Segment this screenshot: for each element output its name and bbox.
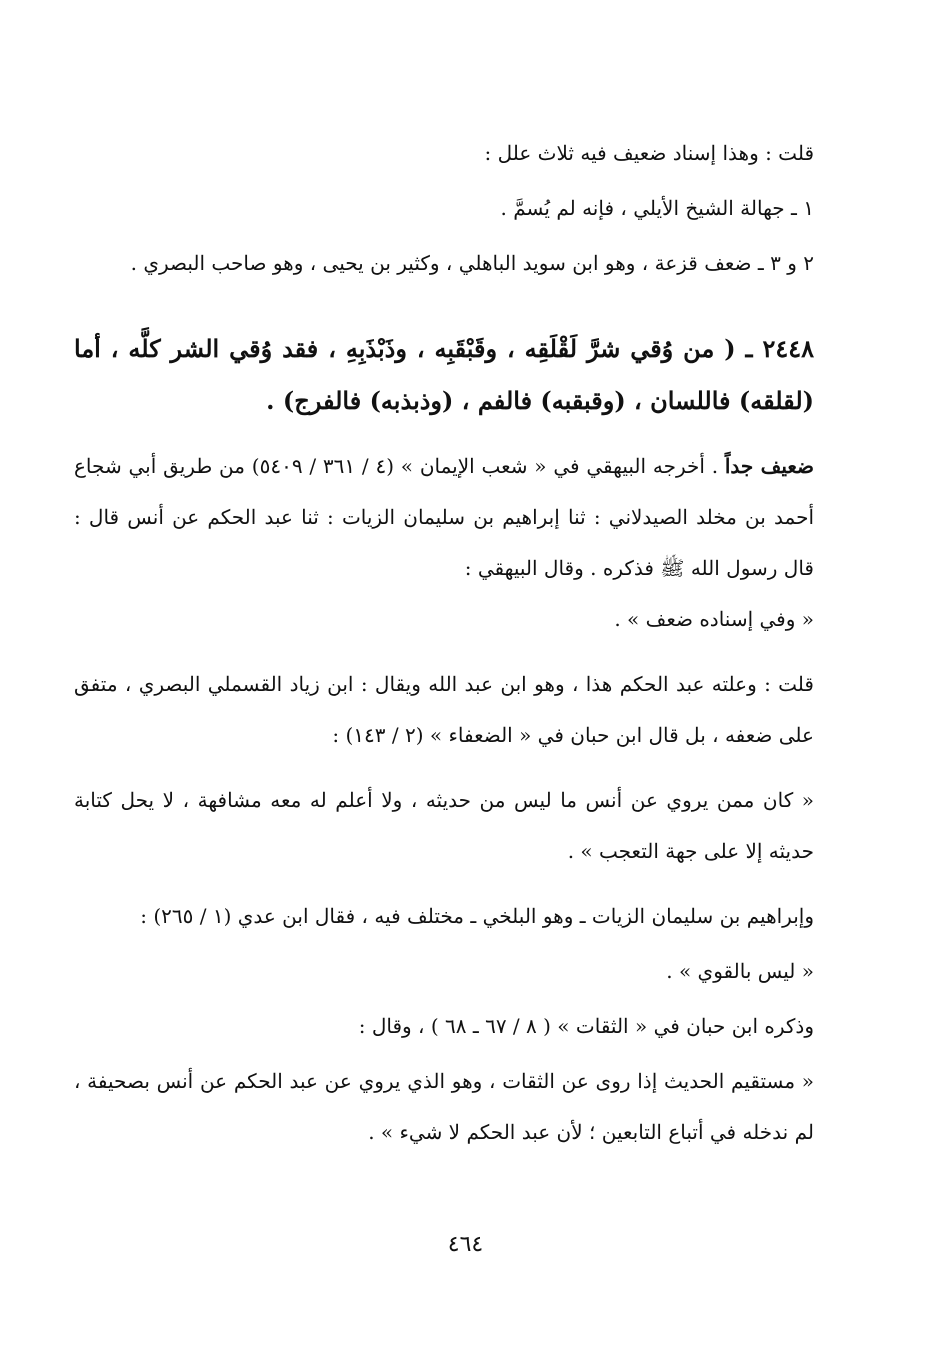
thiqat-quote: « مستقيم الحديث إذا روى عن الثقات ، وهو الذي يروي عن عبد الحكم عن أنس بصحيفة ، لم ندخله في أتباع التابعين ؛ لأن عبد الحكم لا شيء » . [74, 1069, 814, 1144]
illa-two-three: ٢ و ٣ ـ ضعف قزعة ، وهو ابن سويد الباهلي ، وكثير بن يحيى ، وهو صاحب البصري . [130, 251, 814, 275]
takhrij-text: . أخرجه البيهقي في « شعب الإيمان » (٤ / ٣٦١ / ٥٤٠٩) من طريق أبي شجاع أحمد بن مخلد الصيدلاني : ثنا إبراهيم بن سليمان الزيات : ثنا عبد الحكم عن أنس قال : قال رسول الله ﷺ فذكره . وقال البيهقي : [74, 454, 814, 580]
hadith-text: ٢٤٤٨ ـ ( من وُقي شرَّ لَقْلَقِه ، وقَبْقَبِه ، وذَبْذَبِهِ ، فقد وُقي الشر كلَّه ، أما (لقلقه) فاللسان ، (وقبقبه) فالفم ، (وذبذبه) فالفرج) . [74, 334, 814, 415]
bayhaqi-quote: « وفي إسناده ضعف » . [614, 607, 814, 631]
thiqat-paragraph: وذكره ابن حبان في « الثقات » ( ٨ / ٦٧ ـ ٦٨ ) ، وقال : [358, 1014, 814, 1038]
hadith-grade: ضعيف جداً [724, 454, 815, 478]
page-number: ٤٦٤ [447, 1232, 484, 1257]
takhrij-paragraph [74, 441, 814, 594]
page-body [74, 128, 814, 1158]
ibn-hibban-quote: « كان ممن يروي عن أنس ما ليس من حديثه ، ولا أعلم له معه مشافهة ، لا يحل كتابة حديثه إلا على جهة التعجب » . [74, 788, 814, 863]
comment-paragraph: قلت : وهذا إسناد ضعيف فيه ثلاث علل : [484, 141, 814, 165]
ibn-adi-quote: « ليس بالقوي » . [666, 959, 814, 983]
illa-one: ١ ـ جهالة الشيخ الأيلي ، فإنه لم يُسمَّ . [500, 196, 814, 220]
ibrahim-paragraph: وإبراهيم بن سليمان الزيات ـ وهو البلخي ـ مختلف فيه ، فقال ابن عدي (١ / ٢٦٥) : [140, 904, 814, 928]
illa-paragraph: قلت : وعلته عبد الحكم هذا ، وهو ابن عبد الله ويقال : ابن زياد القسملي البصري ، متفق على ضعفه ، بل قال ابن حبان في « الضعفاء » (٢ / ١٤٣) : [74, 672, 814, 747]
